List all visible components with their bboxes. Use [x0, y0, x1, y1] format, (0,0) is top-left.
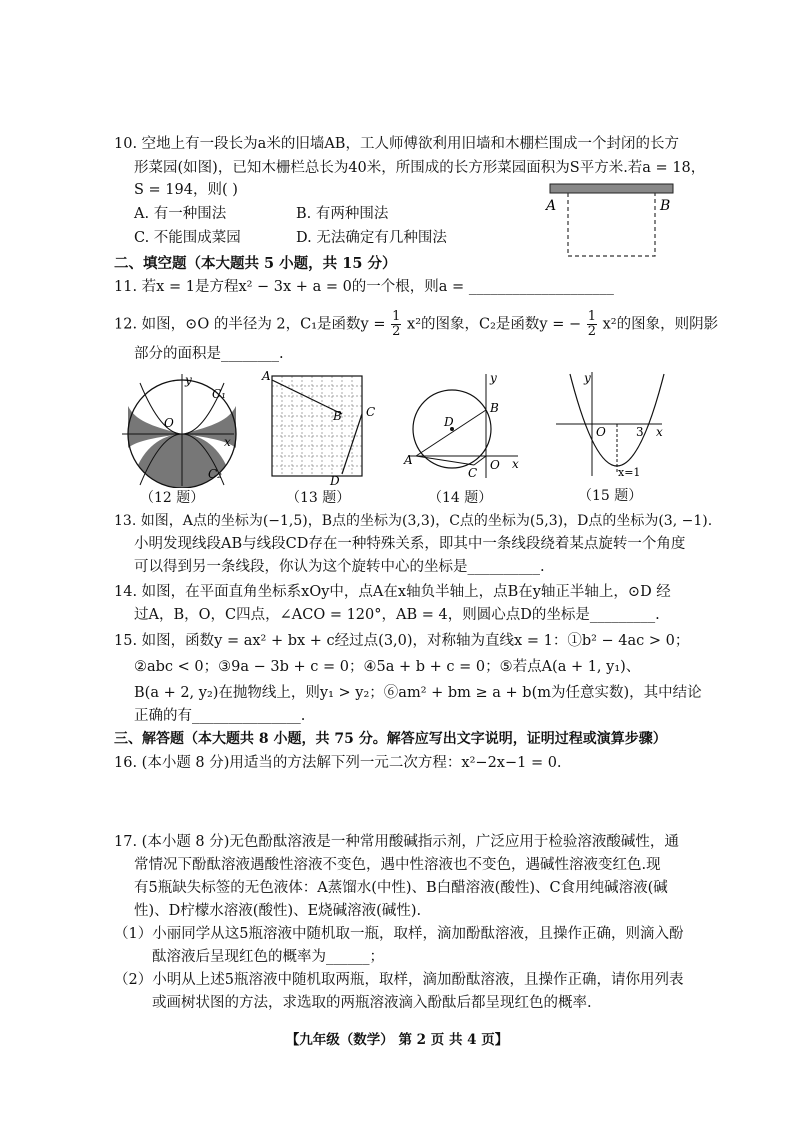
fig13-label-b: B: [333, 409, 342, 423]
fig14-segment-ac: [416, 456, 474, 465]
q17-part1-line1: （1）小丽同学从这5瓶溶液中随机取一瓶，取样，滴加酚酞溶液，且操作正确，则滴入酚: [114, 926, 684, 942]
fraction-den-2: 2: [587, 324, 597, 339]
fraction-num-1: 1: [392, 309, 401, 324]
fig13-label-c: C: [366, 405, 376, 419]
page-footer: 【九年级（数学） 第 2 页 共 4 页】: [285, 1032, 509, 1048]
q17-part1-line2: 酞溶液后呈现红色的概率为______；: [152, 949, 384, 965]
q17-part2-line1: （2）小明从上述5瓶溶液中随机取两瓶，取样，滴加酚酞溶液，且操作正确，请你用列表: [114, 972, 684, 988]
q15-line2: ②abc < 0；③9a − 3b + c = 0；④5a + b + c = 0；⑤若点A(a + 1, y₁)、: [134, 659, 641, 675]
fig15-label-y: y: [584, 371, 591, 385]
fig14-label-c: C: [468, 466, 478, 480]
fig14-label-o: O: [490, 458, 500, 472]
fig14-label-a: A: [404, 453, 413, 467]
q10-option-d: D. 无法确定有几种围法: [296, 230, 447, 246]
wall-label-b: B: [660, 198, 671, 214]
fig14-caption: （14 题）: [428, 490, 493, 506]
q16-text: 16. (本小题 8 分)用适当的方法解下列一元二次方程：x²−2x−1 = 0.: [114, 755, 562, 771]
fig15-caption: （15 题）: [578, 488, 643, 504]
fig14: [400, 370, 528, 482]
fig12-label-c1: C₁: [212, 387, 226, 401]
q10-option-c: C. 不能围成菜园: [134, 230, 241, 246]
q14-line1: 14. 如图，在平面直角坐标系xOy中，点A在x轴负半轴上，点B在y轴正半轴上，⊙D 经: [114, 584, 671, 600]
q10-option-a: A. 有一种围法: [134, 206, 227, 222]
fraction-half-1: [391, 310, 401, 339]
q17-line4: 性)、D柠檬水溶液(酸性)、E烧碱溶液(碱性).: [134, 903, 422, 919]
fig15-label-axis: x=1: [618, 466, 641, 479]
wall-label-a: A: [546, 198, 557, 214]
old-wall: [550, 184, 673, 193]
fig14-label-d: D: [444, 415, 454, 429]
q10-option-b: B. 有两种围法: [296, 206, 389, 222]
q14-line2: 过A，B，O，C四点，∠ACO = 120°，AB = 4，则圆心点D的坐标是_________.: [134, 607, 660, 623]
q12-line2: 部分的面积是________.: [134, 346, 284, 362]
fig15-parabola: [570, 374, 664, 466]
fig13-label-d: D: [330, 474, 340, 486]
fig12-caption: （12 题）: [140, 490, 205, 506]
section-2-heading: 二、填空题（本大题共 5 小题，共 15 分）: [114, 255, 397, 272]
fig13: [258, 368, 384, 486]
fig12-label-y: y: [185, 373, 192, 387]
q12-part-b: x²的图象，C₂是函数y = −: [407, 316, 582, 333]
q15-line3: B(a + 2, y₂)在抛物线上，则y₁ > y₂；⑥am² + bm ≥ a + b(m为任意实数)，其中结论: [134, 685, 702, 701]
fig13-caption: （13 题）: [286, 490, 351, 506]
fig15-label-x: x: [656, 425, 663, 439]
q17-line2: 常情况下酚酞溶液遇酸性溶液不变色，遇中性溶液也不变色，遇碱性溶液变红色.现: [134, 857, 661, 873]
q12-part-a: 12. 如图，⊙O 的半径为 2，C₁是函数y =: [114, 316, 386, 333]
fraction-den-1: 2: [392, 324, 401, 339]
q15-line1: 15. 如图，函数y = ax² + bx + c经过点(3,0)，对称轴为直线x = 1：①b² − 4ac > 0；: [114, 633, 690, 649]
fig14-label-y: y: [490, 371, 497, 385]
q17-part2-line2: 或画树状图的方法，求选取的两瓶溶液滴入酚酞后都呈现红色的概率.: [152, 995, 592, 1011]
section-3-heading: 三、解答题（本大题共 8 小题，共 75 分。解答应写出文字说明，证明过程或演算步骤）: [114, 731, 667, 747]
fig12-label-c2: C₂: [208, 467, 222, 481]
fig13-segment-ab: [272, 380, 342, 414]
q11-text: 11. 若x = 1是方程x² − 3x + a = 0的一个根，则a = ____________________: [114, 279, 614, 295]
q17-line1: 17. (本小题 8 分)无色酚酞溶液是一种常用酸碱指示剂，广泛应用于检验溶液酸碱性，通: [114, 834, 679, 850]
q15-line4: 正确的有_______________.: [134, 708, 306, 724]
q13-line3: 可以得到另一条线段，你认为这个旋转中心的坐标是__________.: [134, 559, 545, 575]
fig12-label-x: x: [224, 435, 231, 449]
q13-line2: 小明发现线段AB与线段CD存在一种特殊关系，即其中一条线段绕着某点旋转一个角度: [134, 536, 686, 552]
fig12: [120, 368, 240, 488]
q10-garden-figure: [540, 178, 680, 262]
q13-line1: 13. 如图，A点的坐标为(−1,5)，B点的坐标为(3,3)，C点的坐标为(5,3)，D点的坐标为(3, −1).: [114, 513, 713, 529]
q10-line3: S = 194，则( ): [134, 182, 238, 198]
fig14-label-b: B: [490, 401, 499, 415]
fraction-num-2: 1: [587, 309, 597, 324]
fig13-label-a: A: [262, 369, 271, 383]
q10-line1: 10. 空地上有一段长为a米的旧墙AB，工人师傅欲利用旧墙和木棚栏围成一个封闭的长方: [114, 136, 679, 152]
fig14-label-x: x: [512, 457, 519, 471]
fig13-grid: [272, 376, 362, 476]
q10-line2: 形菜园(如图)，已知木栅栏总长为40米，所围成的长方形菜园面积为S平方米.若a = 18，: [134, 160, 706, 176]
q17-line3: 有5瓶缺失标签的无色液体：A蒸馏水(中性)、B白醋溶液(酸性)、C食用纯碱溶液(碱: [134, 880, 668, 896]
fig12-label-o: O: [164, 416, 174, 430]
fig15-label-3: 3: [636, 425, 644, 439]
fig15-label-o: O: [596, 425, 606, 439]
q12-part-c: x²的图象，则阴影: [602, 316, 719, 333]
q12-line1: [114, 310, 718, 339]
fence-dashed: [568, 193, 655, 256]
fig15: [550, 368, 676, 480]
fraction-half-2: [587, 310, 597, 339]
